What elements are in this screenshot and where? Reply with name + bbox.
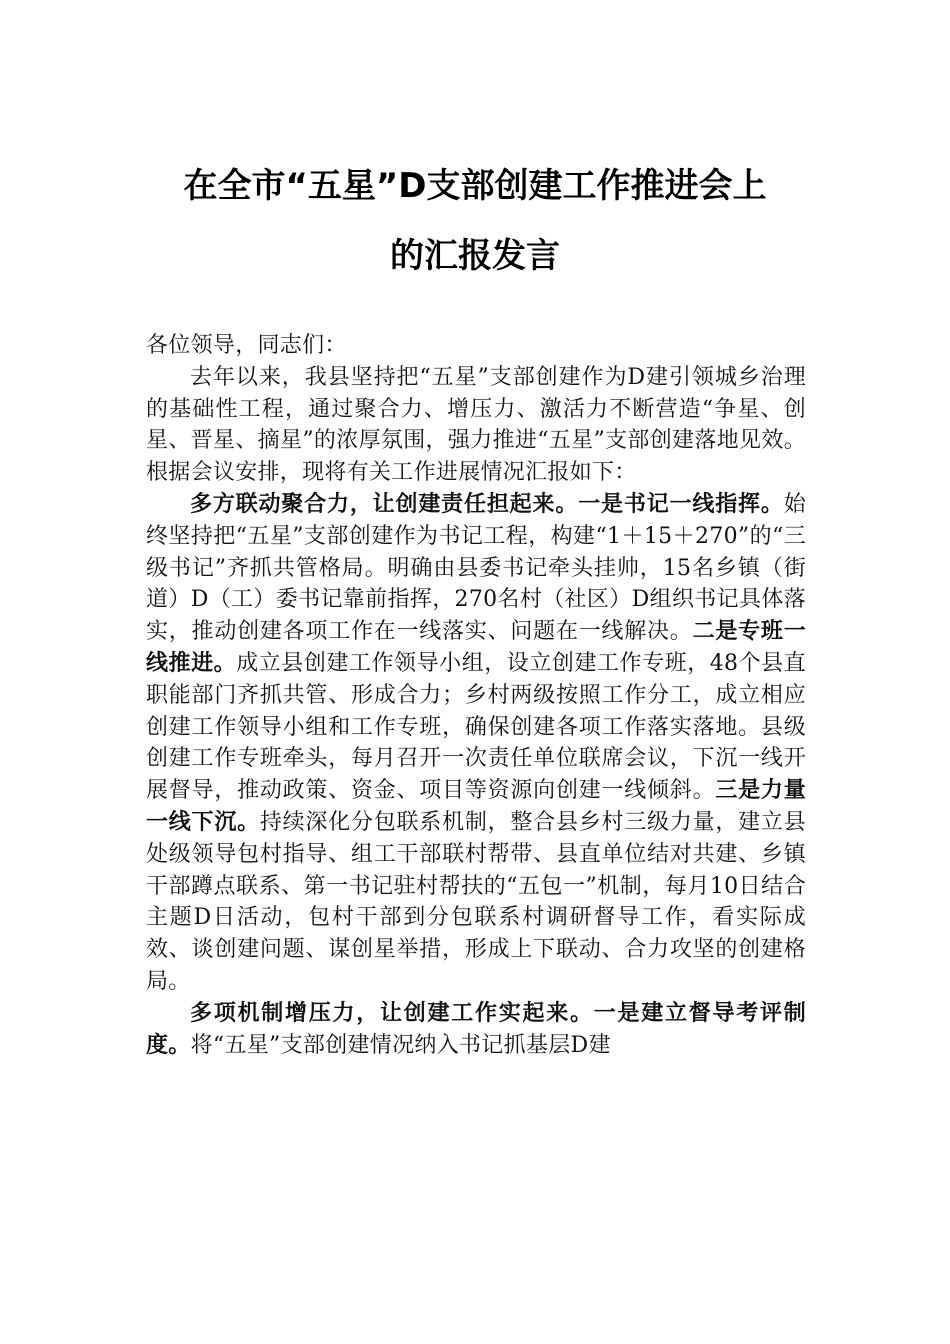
section1-item3-text: 持续深化分包联系机制，整合县乡村三级力量，建立县处级领导包村指导、组工干部联村帮带、县直单位结对共建、乡镇干部蹲点联系、第一书记驻村帮扶的“五包一”机制，每月10日结合主题D日活动，包村干部到分包联系村调研督导工作，看实际成效、谈创建问题、谋创星举措，形成上下联动、合力攻坚的创建格局。 xyxy=(146,809,806,994)
section2-heading: 多项机制增压力，让创建工作实起来。 xyxy=(190,1000,594,1026)
section1-paragraph xyxy=(146,489,806,998)
document-title-line1: 在全市“五星”D支部创建工作推进会上 xyxy=(183,166,767,206)
document-body xyxy=(146,330,806,1061)
section2-item1-label: 一是建立督导考评制度。 xyxy=(146,1000,806,1058)
section1-item1-label: 一是书记一线指挥。 xyxy=(578,491,784,517)
salutation: 各位领导，同志们： xyxy=(146,333,347,358)
section1-item2-text: 成立县创建工作领导小组，设立创建工作专班，48个县直职能部门齐抓共管、形成合力；乡村两级按照工作分工，成立相应创建工作领导小组和工作专班，确保创建各项工作落实落地。县级创建工作专班牵头，每月召开一次责任单位联席会议，下沉一线开展督导，推动政策、资金、项目等资源向创建一线倾斜。 xyxy=(146,650,806,804)
section1-item3-label: 三是力量一线下沉。 xyxy=(146,778,806,835)
section1-item1-text: 始终坚持把“五星”支部创建作为书记工程，构建“1＋15＋270”的“三级书记”齐抓共管格局。明确由县委书记牵头挂帅，15名乡镇（街道）D（工）委书记靠前指挥，270名村（社区）D组织书记具体落实，推动创建各项工作在一线落实、问题在一线解决。 xyxy=(146,491,807,645)
document-title-line2: 的汇报发言 xyxy=(390,236,560,276)
section1-item2-label: 二是专班一线推进。 xyxy=(146,619,806,676)
section1-heading: 多方联动聚合力，让创建责任担起来。 xyxy=(190,491,579,517)
section2-paragraph xyxy=(146,998,806,1062)
intro-paragraph: 去年以来，我县坚持把“五星”支部创建作为D建引领城乡治理的基础性工程，通过聚合力、增压力、激活力不断营造“争星、创星、晋星、摘星”的浓厚氛围，强力推进“五星”支部创建落地见效。根据会议安排，现将有关工作进展情况汇报如下： xyxy=(146,364,806,486)
section2-item1-text: 将“五星”支部创建情况纳入书记抓基层D建 xyxy=(190,1032,611,1058)
